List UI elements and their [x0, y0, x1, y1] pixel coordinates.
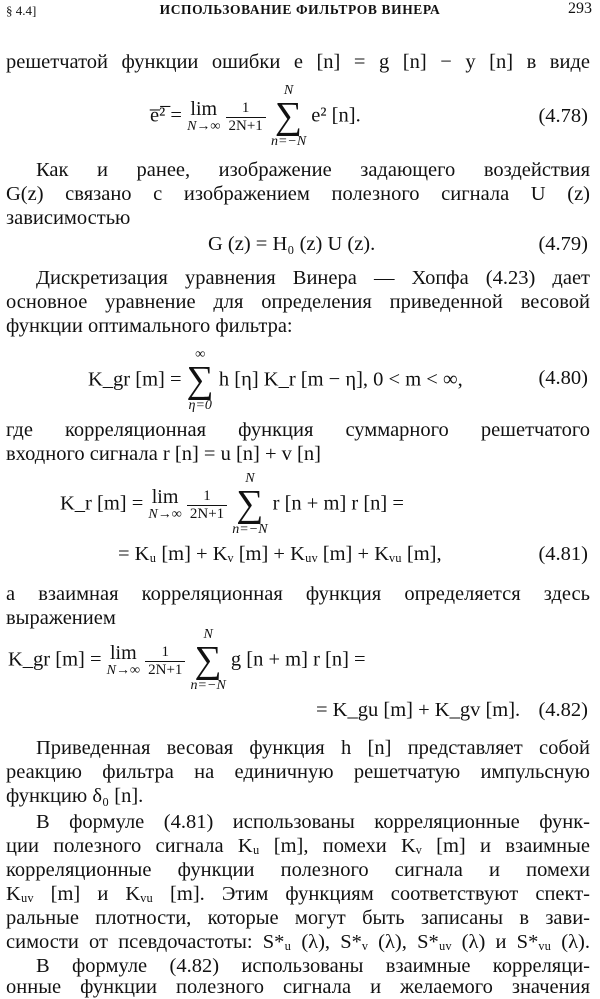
- equation-number: (4.79): [538, 233, 588, 255]
- eq-lhs: e̅²̅ =: [150, 104, 182, 127]
- fraction: $\frac{1}{2N+1}$: [145, 644, 185, 679]
- section-ref: § 4.4]: [6, 3, 37, 18]
- text-line: симости от псевдочастоты: S*ᵤ (λ), S*ᵥ (λ), S*ᵤᵥ (λ) и S*ᵥᵤ (λ).: [6, 931, 590, 953]
- eq-body: g [n + m] r [n] =: [230, 648, 366, 671]
- equation-4-82: [8, 628, 366, 694]
- equation-number: (4.82): [538, 699, 588, 721]
- text-line: выражением: [6, 607, 116, 629]
- text-line: Kᵤᵥ [m] и Kᵥᵤ [m]. Этим функциям соответствуют спект-: [6, 883, 590, 905]
- equation-number: (4.78): [538, 105, 588, 127]
- text-line: функции оптимального фильтра:: [6, 315, 293, 337]
- text-line: Приведенная весовая функция h [n] представляет собой: [36, 737, 590, 759]
- text-line: Как и ранее, изображение задающего воздействия: [36, 159, 590, 181]
- equation-4-78: [150, 84, 361, 150]
- equation-number: (4.81): [538, 543, 588, 565]
- limit-operator: lim N→∞: [106, 642, 140, 678]
- text-line: решетчатой функции ошибки e [n] = g [n] − y [n] в виде: [6, 51, 590, 73]
- fraction: $\frac{1}{2N+1}$: [226, 100, 266, 135]
- equation-4-80: [88, 348, 463, 414]
- limit-operator: lim N→∞: [187, 98, 221, 134]
- equation-4-79: G (z) = H₀ (z) U (z).: [208, 233, 376, 255]
- text-line: функцию δ₀ [n].: [6, 785, 144, 807]
- limit-operator: lim N→∞: [148, 486, 182, 522]
- running-header: [0, 0, 600, 26]
- eq-lhs: K_r [m] =: [60, 492, 144, 515]
- text-line: основное уравнение для определения приведенной весовой: [6, 291, 590, 313]
- text-line-clipped: онные функции полезного сигнала и желаемого значения: [6, 976, 590, 998]
- text-line: В формуле (4.82) использованы взаимные корреляци-: [36, 955, 590, 977]
- sum-operator: N ∑ n=−N: [270, 83, 307, 149]
- eq-lhs: K_gr [m] =: [8, 648, 102, 671]
- fraction: $\frac{1}{2N+1}$: [187, 488, 227, 523]
- text-line: зависимостью: [6, 207, 131, 229]
- sum-operator: ∞ ∑ η=0: [186, 347, 214, 413]
- text-line: ции полезного сигнала Kᵤ [m], помехи Kᵥ [m] и взаимные: [6, 835, 590, 857]
- text-line: Дискретизация уравнения Винера — Хопфа (4.23) дает: [36, 267, 590, 289]
- text-line: G(z) связано с изображением полезного сигнала U (z): [6, 183, 590, 205]
- text-line: входного сигнала r [n] = u [n] + v [n]: [6, 443, 321, 465]
- text-line: ральные плотности, которые могут быть записаны в зави-: [6, 907, 590, 929]
- text-line: В формуле (4.81) использованы корреляционные функ-: [36, 811, 590, 833]
- running-title: ИСПОЛЬЗОВАНИЕ ФИЛЬТРОВ ВИНЕРА: [159, 2, 441, 17]
- page-number: 293: [568, 0, 592, 17]
- equation-4-81: [60, 472, 404, 538]
- eq-body: h [η] K_r [m − η], 0 < m < ∞,: [218, 368, 463, 391]
- text-line: корреляционные функции полезного сигнала и помехи: [6, 859, 590, 881]
- eq-body: e² [n].: [311, 104, 361, 127]
- equation-number: (4.80): [538, 367, 588, 389]
- text-line: реакцию фильтра на единичную решетчатую импульсную: [6, 761, 590, 783]
- eq-body: r [n + m] r [n] =: [272, 492, 404, 515]
- sum-operator: N ∑ n=−N: [232, 471, 268, 537]
- eq-lhs: K_gr [m] =: [88, 368, 182, 391]
- equation-4-82-line2: = K_gu [m] + K_gv [m].: [316, 699, 521, 721]
- sum-operator: N ∑ n=−N: [190, 627, 226, 693]
- text-line: а взаимная корреляционная функция определяется здесь: [6, 583, 590, 605]
- equation-4-81-line2: = Kᵤ [m] + Kᵥ [m] + Kᵤᵥ [m] + Kᵥᵤ [m],: [118, 543, 442, 565]
- text-line: где корреляционная функция суммарного решетчатого: [6, 419, 590, 441]
